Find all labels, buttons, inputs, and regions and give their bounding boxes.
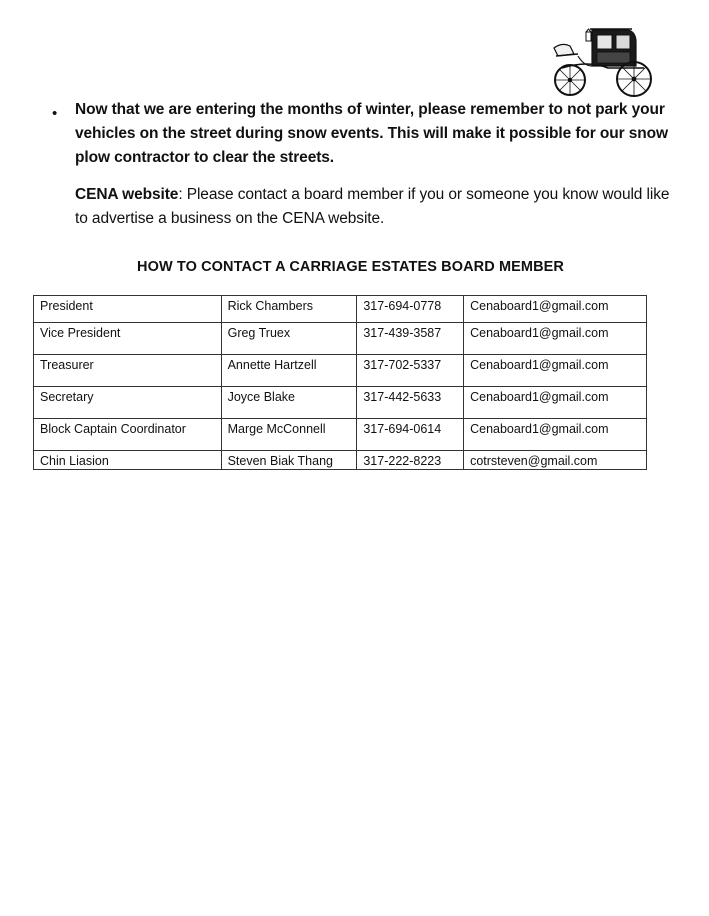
email-cell: cotrsteven@gmail.com xyxy=(464,451,647,470)
table-row xyxy=(34,355,647,387)
cena-website-text: : Please contact a board member if you or someone you know would like to advertise a business on the CENA website. xyxy=(75,186,670,227)
table-row xyxy=(34,296,647,323)
role-cell: Block Captain Coordinator xyxy=(34,419,222,451)
role-cell: Treasurer xyxy=(34,355,222,387)
phone-cell: 317-439-3587 xyxy=(357,323,464,355)
carriage-illustration xyxy=(548,20,656,100)
table-row xyxy=(34,387,647,419)
table-row xyxy=(34,451,647,470)
bullet-marker: • xyxy=(52,105,58,122)
role-cell: Vice President xyxy=(34,323,222,355)
phone-cell: 317-222-8223 xyxy=(357,451,464,470)
name-cell: Marge McConnell xyxy=(221,419,357,451)
table-row xyxy=(34,323,647,355)
name-cell: Annette Hartzell xyxy=(221,355,357,387)
phone-cell: 317-694-0778 xyxy=(357,296,464,323)
phone-cell: 317-694-0614 xyxy=(357,419,464,451)
board-table-heading: HOW TO CONTACT A CARRIAGE ESTATES BOARD MEMBER xyxy=(137,259,564,275)
role-cell: Chin Liasion xyxy=(34,451,222,470)
role-cell: President xyxy=(34,296,222,323)
name-cell: Joyce Blake xyxy=(221,387,357,419)
email-cell: Cenaboard1@gmail.com xyxy=(464,296,647,323)
board-contact-table xyxy=(33,295,647,470)
name-cell: Greg Truex xyxy=(221,323,357,355)
cena-website-note xyxy=(75,183,685,231)
cena-website-label: CENA website xyxy=(75,186,179,203)
role-cell: Secretary xyxy=(34,387,222,419)
phone-cell: 317-442-5633 xyxy=(357,387,464,419)
email-cell: Cenaboard1@gmail.com xyxy=(464,419,647,451)
name-cell: Rick Chambers xyxy=(221,296,357,323)
email-cell: Cenaboard1@gmail.com xyxy=(464,355,647,387)
email-cell: Cenaboard1@gmail.com xyxy=(464,387,647,419)
name-cell: Steven Biak Thang xyxy=(221,451,357,470)
snow-parking-notice: Now that we are entering the months of winter, please remember to not park your vehicles on the street during snow events. This will make it possible for our snow plow contractor to clear the streets. xyxy=(75,101,668,166)
table-row xyxy=(34,419,647,451)
phone-cell: 317-702-5337 xyxy=(357,355,464,387)
email-cell: Cenaboard1@gmail.com xyxy=(464,323,647,355)
